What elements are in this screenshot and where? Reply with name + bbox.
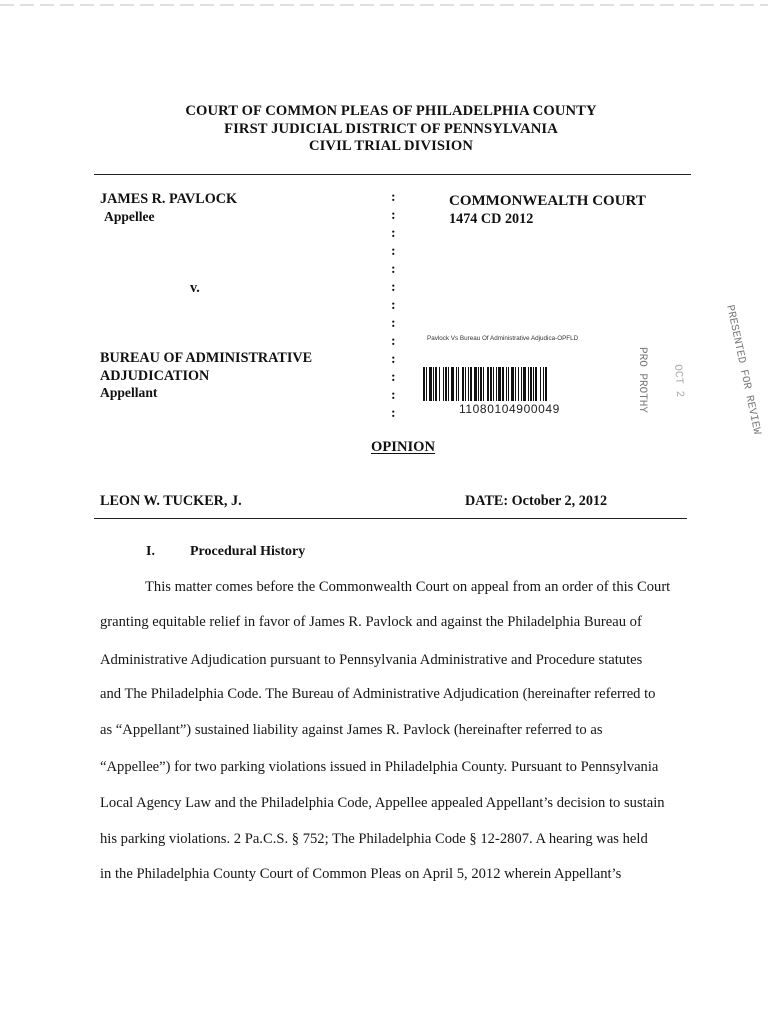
barcode-bar [429,367,432,401]
barcode-bar [502,367,504,401]
barcode-bar [470,367,472,401]
caption-colon: : [391,280,396,295]
appellant-name-line-2: ADJUDICATION [100,368,210,384]
barcode-bar [448,367,449,401]
versus-label: v. [190,280,200,296]
barcode-bar [468,367,469,401]
caption-colon: : [391,208,396,223]
barcode-image [423,367,601,401]
caption-colon: : [391,334,396,349]
barcode-number: 11080104900049 [459,402,560,416]
barcode-bar [426,367,427,401]
caption-colon: : [391,244,396,259]
barcode-bar [515,367,516,401]
court-header-line-2: FIRST JUDICIAL DISTRICT OF PENNSYLVANIA [224,120,558,137]
barcode-bar [458,367,459,401]
caption-colon: : [391,298,396,313]
barcode-bar [465,367,466,401]
barcode-bar [490,367,492,401]
caption-colon: : [391,370,396,385]
appellant-name-line-1: BUREAU OF ADMINISTRATIVE [100,350,313,366]
barcode-bar [523,367,526,401]
barcode-bar [462,367,464,401]
caption-colon: : [391,388,396,403]
barcode-bar [443,367,444,401]
barcode-bar [487,367,489,401]
section-number: I. [146,544,155,559]
barcode-bar [511,367,514,401]
body-line: as “Appellant”) sustained liability against James R. Pavlock (hereinafter referred to as [100,722,603,738]
barcode-bar [423,367,425,401]
body-line: his parking violations. 2 Pa.C.S. § 752; The Philadelphia Code § 12-2807. A hearing was held [100,831,648,847]
barcode-bar [540,367,541,401]
barcode-bar [433,367,434,401]
body-line: This matter comes before the Commonwealth Court on appeal from an order of this Court [145,579,671,595]
docket-number: 1474 CD 2012 [449,211,534,227]
court-header [0,103,768,156]
caption-colon: : [391,406,396,421]
caption-colon: : [391,190,396,205]
barcode-bar [451,367,454,401]
body-line: “Appellee”) for two parking violations issued in Philadelphia County. Pursuant to Pennsylvania [100,759,659,775]
caption-colon: : [391,226,396,241]
caption-bottom-rule [94,518,687,519]
barcode-bar [439,367,440,401]
body-line: Administrative Adjudication pursuant to Pennsylvania Administrative and Procedure statutes [100,652,643,668]
barcode-bar [518,367,519,401]
caption-top-rule [94,174,691,175]
barcode-bar [478,367,479,401]
barcode-bar [474,367,477,401]
body-line: in the Philadelphia County Court of Common Pleas on April 5, 2012 wherein Appellant’s [100,866,622,882]
court-header-line-1: COURT OF COMMON PLEAS OF PHILADELPHIA COUNTY [185,103,597,119]
caption-colon: : [391,316,396,331]
barcode-bar [528,367,529,401]
barcode-bar [535,367,537,401]
stamp-line-2: PRO PROTHY [636,347,648,414]
barcode-bar [493,367,494,401]
barcode-bar [545,367,547,401]
appellant-role: Appellant [100,385,158,400]
court-header-line-3: CIVIL TRIAL DIVISION [309,138,473,155]
barcode-bar [533,367,534,401]
appellee-role: Appellee [104,209,155,224]
barcode-bar [543,367,544,401]
barcode-bar [530,367,532,401]
barcode-bar [496,367,497,401]
section-title: Procedural History [190,544,306,559]
barcode-bar [521,367,522,401]
caption-colon: : [391,352,396,367]
court-name: COMMONWEALTH COURT [449,193,646,209]
appellee-name: JAMES R. PAVLOCK [100,191,238,207]
body-line: granting equitable relief in favor of James R. Pavlock and against the Philadelphia Bureau of [100,614,642,630]
judge-name: LEON W. TUCKER, J. [100,493,242,509]
stamp-line-3: OCT 2 [671,364,686,398]
opinion-date: DATE: October 2, 2012 [465,493,608,509]
scan-artifact-line [0,4,768,6]
barcode-label [423,335,608,420]
barcode-bar [445,367,447,401]
body-line: Local Agency Law and the Philadelphia Code, Appellee appealed Appellant’s decision to sustain [100,795,665,811]
barcode-bar [483,367,484,401]
stamp-line-1: PRESENTED FOR REVIEW [723,304,763,436]
caption-colon: : [391,262,396,277]
barcode-bar [480,367,482,401]
body-line: and The Philadelphia Code. The Bureau of Administrative Adjudication (hereinafter referred to [100,686,656,702]
barcode-caption: Pavlock Vs Bureau Of Administrative Adjudica-OPFLD [427,335,579,342]
barcode-bar [498,367,501,401]
barcode-bar [508,367,509,401]
barcode-bar [506,367,507,401]
barcode-bar [456,367,457,401]
barcode-bar [435,367,437,401]
opinion-title: OPINION [371,439,436,455]
